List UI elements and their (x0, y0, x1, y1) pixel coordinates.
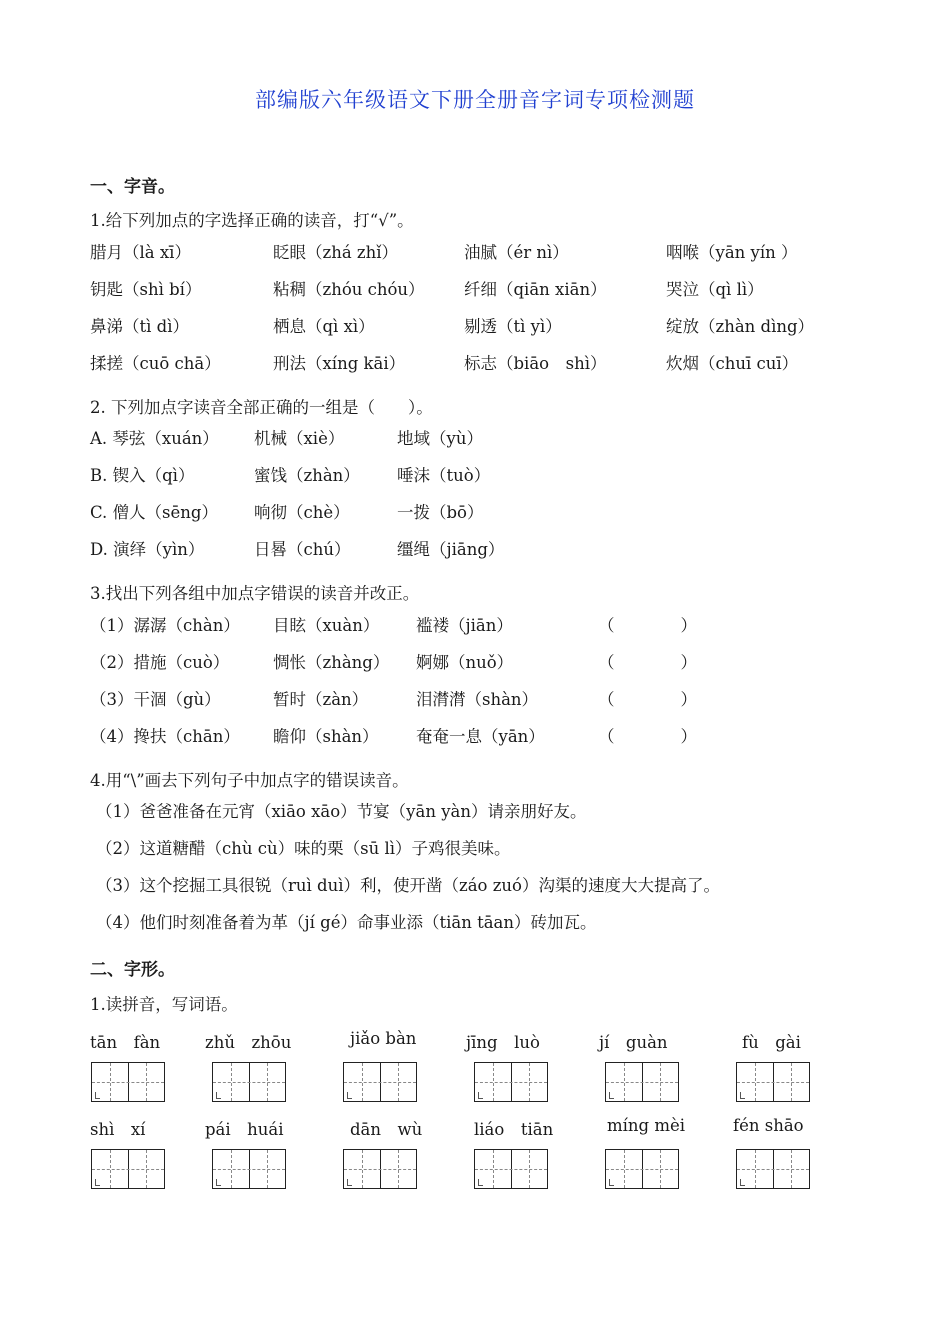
list-item: 鼻涕（tì dì） (90, 317, 189, 336)
list-item: 泪潸潸（shàn） (416, 690, 539, 709)
list-item: 揉搓（cuō chā） (90, 354, 221, 373)
list-item: 一拨（bō） (397, 503, 484, 522)
pinyin-label: fén shāo (733, 1116, 804, 1135)
question-1-prompt: 1.给下列加点的字选择正确的读音，打“√”。 (90, 211, 414, 230)
list-item: 腊月（là xī） (90, 243, 191, 262)
list-item: 响彻（chè） (254, 503, 350, 522)
list-item: （1）潺潺（chàn） (90, 616, 240, 635)
list-item: A. 琴弦（xuán） (90, 429, 219, 448)
list-item: 机械（xiè） (254, 429, 345, 448)
list-item: 日晷（chú） (254, 540, 351, 559)
list-item: 纤细（qiān xiān） (464, 280, 607, 299)
list-item: 标志（biāo shì） (464, 354, 607, 373)
answer-blank[interactable]: （ ） (598, 690, 697, 709)
list-item: 婀娜（nuǒ） (416, 653, 514, 672)
list-item: 咽喉（yān yín ） (666, 243, 798, 262)
list-item: 粘稠（zhóu chóu） (273, 280, 425, 299)
list-item: 炊烟（chuī cuī） (666, 354, 799, 373)
writing-grid[interactable] (736, 1149, 810, 1189)
page-title: 部编版六年级语文下册全册音字词专项检测题 (255, 88, 695, 112)
writing-grid[interactable] (736, 1062, 810, 1102)
list-item: B. 锲入（qì） (90, 466, 195, 485)
list-item: 暂时（zàn） (273, 690, 369, 709)
writing-grid[interactable] (212, 1062, 286, 1102)
writing-grid[interactable] (605, 1062, 679, 1102)
answer-blank[interactable]: （ ） (598, 727, 697, 746)
list-item: 绽放（zhàn dìng） (666, 317, 815, 336)
list-item: （2）这道糖醋（chù cù）味的栗（sū lì）子鸡很美味。 (96, 839, 511, 858)
list-item: 地域（yù） (397, 429, 483, 448)
list-item: 奄奄一息（yān） (416, 727, 545, 746)
list-item: 目眩（xuàn） (273, 616, 380, 635)
list-item: 哭泣（qì lì） (666, 280, 764, 299)
list-item: 刑法（xíng kāi） (273, 354, 406, 373)
writing-grid[interactable] (605, 1149, 679, 1189)
list-item: 惆怅（zhàng） (273, 653, 390, 672)
list-item: 褴褛（jiān） (416, 616, 513, 635)
writing-grid[interactable] (474, 1149, 548, 1189)
pinyin-label: pái huái (205, 1120, 284, 1139)
list-item: C. 僧人（sēng） (90, 503, 218, 522)
list-item: （4）他们时刻准备着为革（jí gé）命事业添（tiān tāan）砖加瓦。 (96, 913, 597, 932)
list-item: （4）搀扶（chān） (90, 727, 240, 746)
pinyin-label: shì xí (90, 1120, 146, 1139)
answer-blank[interactable]: （ ） (598, 653, 697, 672)
answer-blank[interactable]: （ ） (598, 616, 697, 635)
list-item: 栖息（qì xì） (273, 317, 375, 336)
writing-grid[interactable] (91, 1062, 165, 1102)
list-item: D. 演绎（yìn） (90, 540, 205, 559)
list-item: 剔透（tì yì） (464, 317, 562, 336)
pinyin-label: zhǔ zhōu (205, 1033, 292, 1052)
question-5-prompt: 1.读拼音，写词语。 (90, 995, 238, 1014)
list-item: 钥匙（shì bí） (90, 280, 202, 299)
list-item: （1）爸爸准备在元宵（xiāo xāo）节宴（yān yàn）请亲朋好友。 (96, 802, 587, 821)
list-item: 眨眼（zhá zhǐ） (273, 243, 398, 262)
pinyin-label: liáo tiān (474, 1120, 554, 1139)
list-item: 唾沫（tuò） (397, 466, 491, 485)
writing-grid[interactable] (343, 1149, 417, 1189)
pinyin-label: fù gài (742, 1033, 801, 1052)
list-item: 油腻（ér nì） (464, 243, 569, 262)
list-item: （2）措施（cuò） (90, 653, 230, 672)
list-item: 瞻仰（shàn） (273, 727, 379, 746)
list-item: 缰绳（jiāng） (397, 540, 505, 559)
writing-grid[interactable] (212, 1149, 286, 1189)
question-4-prompt: 4.用“\”画去下列句子中加点字的错误读音。 (90, 771, 409, 790)
section-heading-character-form: 二、字形。 (90, 960, 175, 980)
question-2-prompt: 2. 下列加点字读音全部正确的一组是（ ）。 (90, 398, 433, 417)
pinyin-label: jí guàn (599, 1033, 668, 1052)
list-item: （3）这个挖掘工具很锐（ruì duì）利，使开凿（záo zuó）沟渠的速度大大提高了。 (96, 876, 720, 895)
writing-grid[interactable] (474, 1062, 548, 1102)
writing-grid[interactable] (343, 1062, 417, 1102)
list-item: （3）干涸（gù） (90, 690, 221, 709)
pinyin-label: míng mèi (607, 1116, 686, 1135)
pinyin-label: dān wù (350, 1120, 423, 1139)
pinyin-label: jīng luò (466, 1033, 540, 1052)
list-item: 蜜饯（zhàn） (254, 466, 360, 485)
pinyin-label: tān fàn (90, 1033, 161, 1052)
pinyin-label: jiǎo bàn (350, 1029, 417, 1048)
question-3-prompt: 3.找出下列各组中加点字错误的读音并改正。 (90, 584, 420, 603)
section-heading-pronunciation: 一、字音。 (90, 177, 175, 197)
writing-grid[interactable] (91, 1149, 165, 1189)
